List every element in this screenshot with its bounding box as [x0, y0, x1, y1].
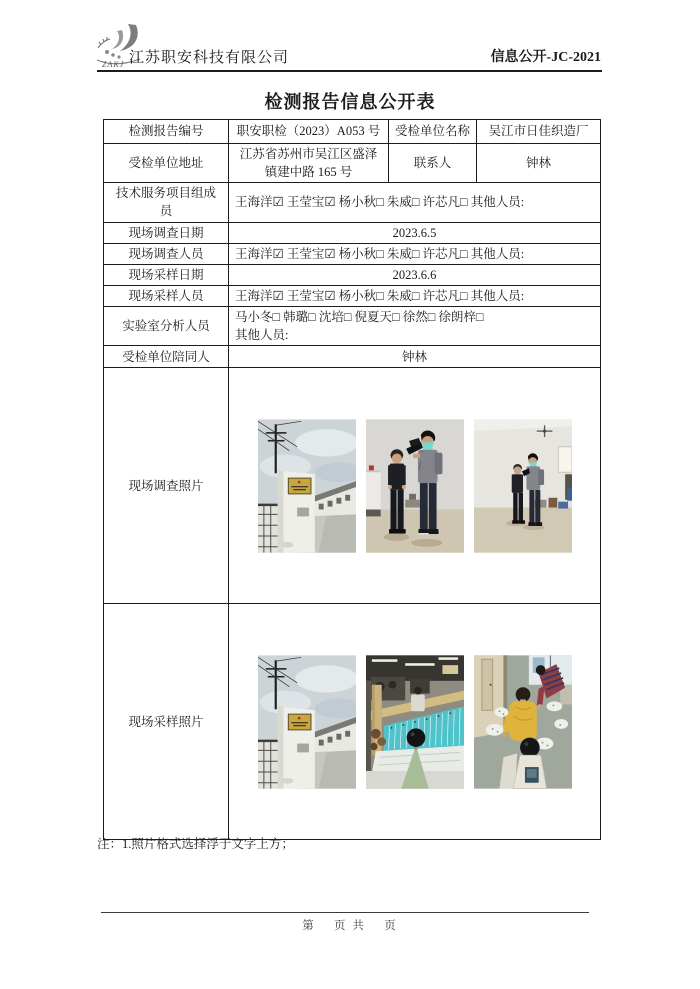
survey-photo-strip — [235, 418, 594, 554]
page-title: 检测报告信息公开表 — [264, 92, 436, 112]
team-members-checkboxes: 王海洋☑ 王莹宝☑ 杨小秋□ 朱威□ 许芯凡□ 其他人员: — [229, 183, 601, 222]
row-survey-date — [104, 222, 601, 243]
row-survey-photos — [104, 368, 601, 604]
report-no-label: 检测报告编号 — [104, 120, 229, 144]
sampling-photos-cell — [229, 604, 601, 840]
row-escort — [104, 346, 601, 368]
unit-name-label: 受检单位名称 — [389, 120, 477, 144]
survey-staff-checkboxes: 王海洋☑ 王莹宝☑ 杨小秋□ 朱威□ 许芯凡□ 其他人员: — [229, 243, 601, 264]
lab-staff-checkboxes: 马小冬□ 韩璐□ 沈培□ 倪夏天□ 徐然□ 徐朗梓□ — [235, 310, 484, 324]
report-no-value: 职安职检（2023）A053 号 — [229, 120, 389, 144]
page-number-text: 第 页 共 页 — [302, 920, 398, 932]
logo-text: ZAKJ — [102, 60, 125, 69]
contact-label: 联系人 — [389, 144, 477, 183]
lab-staff-others: 其他人员: — [235, 328, 289, 343]
survey-photo-indoor-interview-2 — [474, 418, 572, 554]
disclosure-form-table — [103, 119, 601, 840]
header-rule — [97, 70, 602, 72]
company-name: 江苏职安科技有限公司 — [129, 50, 290, 66]
team-label: 技术服务项目组成员 — [104, 183, 229, 222]
lab-staff-cell — [229, 307, 601, 346]
contact-value: 钟林 — [477, 144, 601, 183]
sampling-photo-fabric-sorting — [474, 654, 572, 790]
survey-date-value: 2023.6.5 — [229, 222, 601, 243]
lab-staff-label: 实验室分析人员 — [104, 307, 229, 346]
unit-name-value: 吴江市日佳织造厂 — [477, 120, 601, 144]
address-label: 受检单位地址 — [104, 144, 229, 183]
survey-photos-cell — [229, 368, 601, 604]
row-sampling-photos — [104, 604, 601, 840]
row-sampling-staff — [104, 285, 601, 306]
sampling-date-value: 2023.6.6 — [229, 264, 601, 285]
survey-photo-factory-gate — [258, 418, 356, 554]
row-address — [104, 144, 601, 183]
sampling-photo-weaving-workshop — [366, 654, 464, 790]
sampling-date-label: 现场采样日期 — [104, 264, 229, 285]
row-sampling-date — [104, 264, 601, 285]
survey-staff-label: 现场调查人员 — [104, 243, 229, 264]
sampling-photo-strip — [235, 654, 594, 790]
survey-photos-label: 现场调查照片 — [104, 368, 229, 604]
row-survey-staff — [104, 243, 601, 264]
row-report-no — [104, 120, 601, 144]
row-lab-staff — [104, 307, 601, 346]
sampling-staff-checkboxes: 王海洋☑ 王莹宝☑ 杨小秋□ 朱威□ 许芯凡□ 其他人员: — [229, 285, 601, 306]
sampling-staff-label: 现场采样人员 — [104, 285, 229, 306]
survey-photo-indoor-interview-1 — [366, 418, 464, 554]
doc-code: 信息公开-JC-2021 — [490, 50, 601, 65]
address-value: 江苏省苏州市吴江区盛泽镇建中路 165 号 — [229, 144, 389, 183]
sampling-photos-label: 现场采样照片 — [104, 604, 229, 840]
sampling-photo-factory-gate — [258, 654, 356, 790]
escort-label: 受检单位陪同人 — [104, 346, 229, 368]
footnote: 注：1.照片格式选择浮于文字上方； — [97, 837, 294, 851]
row-team — [104, 183, 601, 222]
escort-value: 钟林 — [229, 346, 601, 368]
survey-date-label: 现场调查日期 — [104, 222, 229, 243]
footer-rule — [101, 912, 589, 913]
